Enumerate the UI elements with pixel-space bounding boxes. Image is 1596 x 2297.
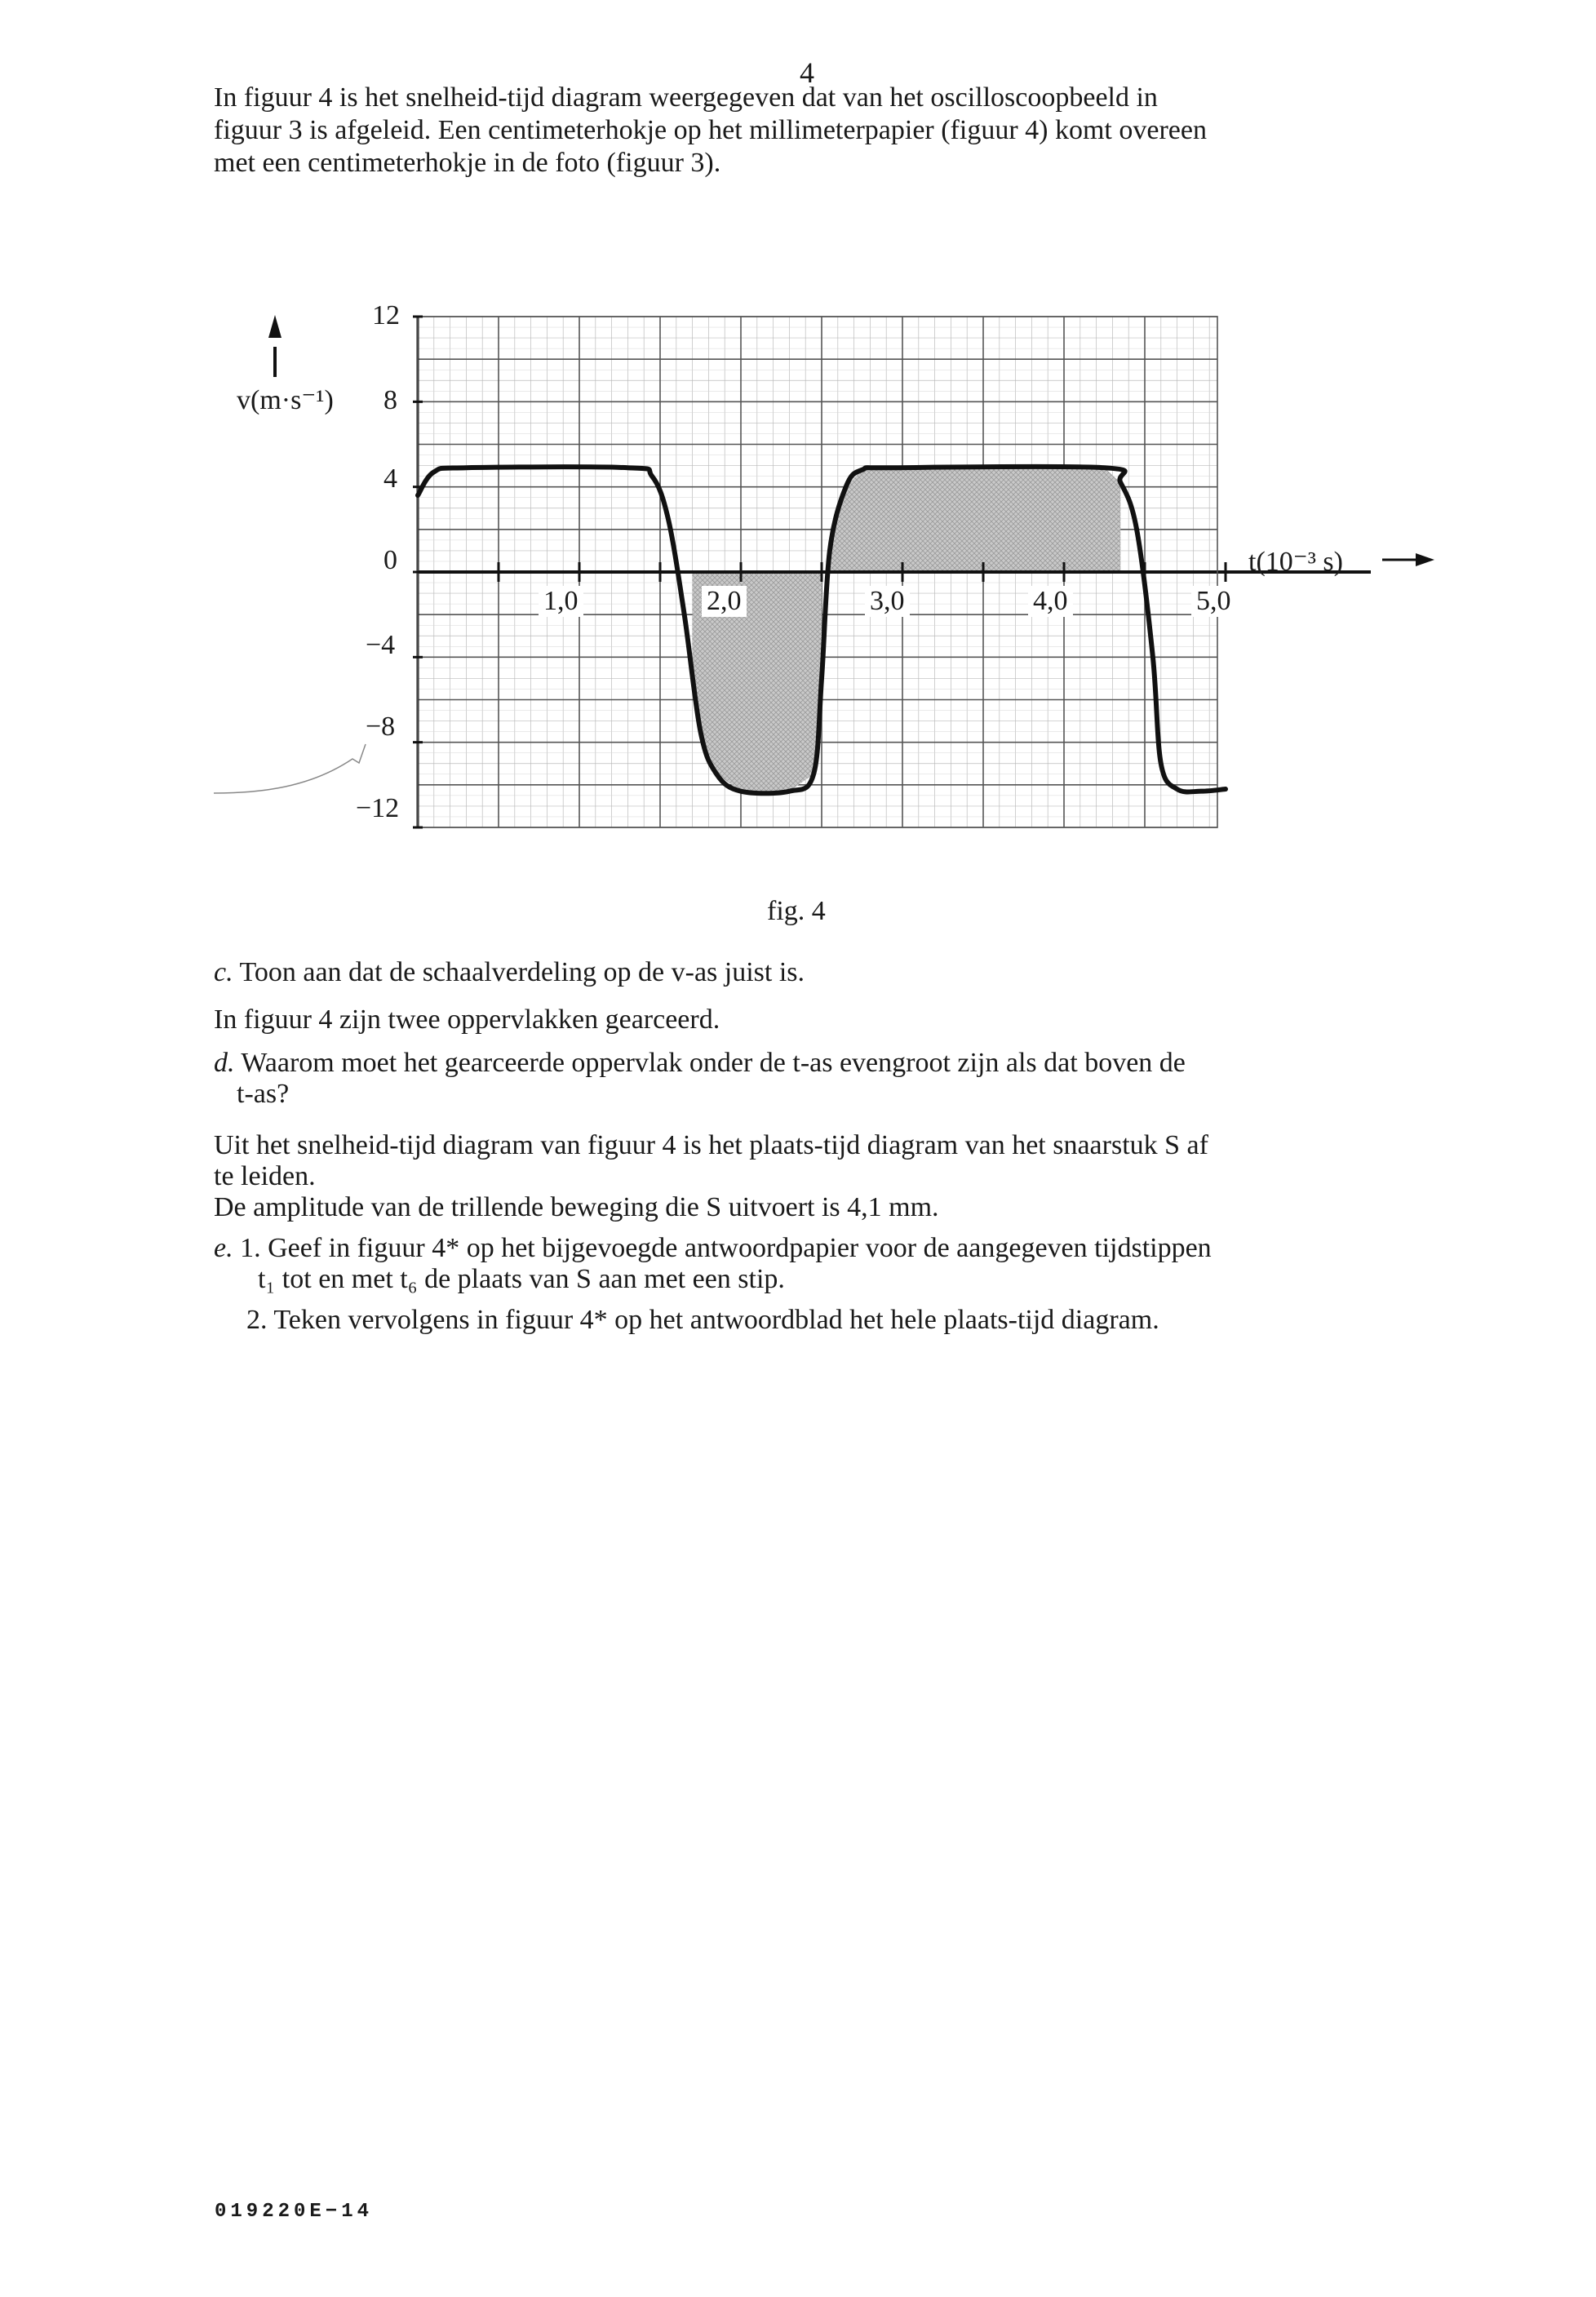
- derive-line-1: Uit het snelheid-tijd diagram van figuur 4 is het plaats-tijd diagram van het snaarstuk S af: [214, 1130, 1208, 1160]
- intro-line-3: met een centimeterhokje in de foto (figuur 3).: [214, 148, 721, 178]
- y-axis-arrow-icon: [268, 315, 282, 377]
- y-tick-label: −12: [356, 793, 400, 823]
- intro-line-2: figuur 3 is afgeleid. Een centimeterhokje op het millimeterpapier (figuur 4) komt overeen: [214, 115, 1207, 145]
- derive-line-3: De amplitude van de trillende beweging die S uitvoert is 4,1 mm.: [214, 1192, 939, 1222]
- x-tick-label: 3,0: [865, 586, 910, 617]
- y-tick-label: −4: [366, 630, 396, 660]
- question-c-text: Toon aan dat de schaalverdeling op de v-as juist is.: [239, 957, 805, 987]
- pencil-mark: [214, 744, 366, 793]
- intro-line-1: In figuur 4 is het snelheid-tijd diagram weergegeven dat van het oscilloscoopbeeld in: [214, 82, 1158, 113]
- question-d-marker: d.: [214, 1048, 235, 1078]
- x-axis-arrow-icon: [1382, 553, 1434, 566]
- velocity-time-chart: [0, 0, 1596, 898]
- x-tick-label: 5,0: [1191, 586, 1236, 617]
- question-e-item-1-line-2: t₁ tot en met t₆ de plaats van S aan met een stip.: [258, 1264, 785, 1294]
- question-e-item-2: [246, 1304, 1446, 1336]
- question-d-text: Waarom moet het gearceerde oppervlak onder de t-as evengroot zijn als dat boven de: [241, 1048, 1186, 1078]
- question-c-marker: c.: [214, 957, 233, 987]
- x-tick-label: 2,0: [702, 586, 747, 617]
- question-e-item-2-number: 2.: [246, 1305, 268, 1335]
- question-e-item-1-number: 1.: [240, 1233, 261, 1263]
- y-axis-label: v(m·s⁻¹): [237, 385, 334, 415]
- derive-line-2: te leiden.: [214, 1161, 316, 1191]
- question-e-item-1-text: Geef in figuur 4* op het bijgevoegde antwoordpapier voor de aangegeven tijdstippen: [268, 1233, 1212, 1263]
- footer-code: 019220E−14: [215, 2201, 374, 2223]
- question-e-item-2-text: Teken vervolgens in figuur 4* op het antwoordblad het hele plaats-tijd diagram.: [273, 1305, 1159, 1335]
- question-e-item-1: [214, 1232, 1413, 1264]
- question-c: [214, 956, 1438, 988]
- axes: [418, 317, 1371, 827]
- shaded-area: [830, 468, 1120, 572]
- shaded-note: In figuur 4 zijn twee oppervlakken gearceerd.: [214, 1004, 720, 1035]
- y-tick-label: 12: [372, 300, 400, 330]
- y-tick-label: 8: [383, 385, 397, 415]
- question-e-marker: e.: [214, 1233, 233, 1263]
- question-d-line-2: t-as?: [237, 1079, 290, 1109]
- x-axis-label: t(10⁻³ s): [1248, 547, 1343, 577]
- x-tick-label: 1,0: [539, 586, 583, 617]
- y-tick-label: −8: [366, 712, 396, 742]
- question-d-line-1: [214, 1047, 1413, 1079]
- x-tick-label: 4,0: [1028, 586, 1073, 617]
- y-tick-label: 4: [383, 463, 397, 494]
- page-number: 4: [800, 56, 814, 89]
- figure-caption: fig. 4: [767, 896, 826, 926]
- y-tick-label: 0: [383, 545, 397, 575]
